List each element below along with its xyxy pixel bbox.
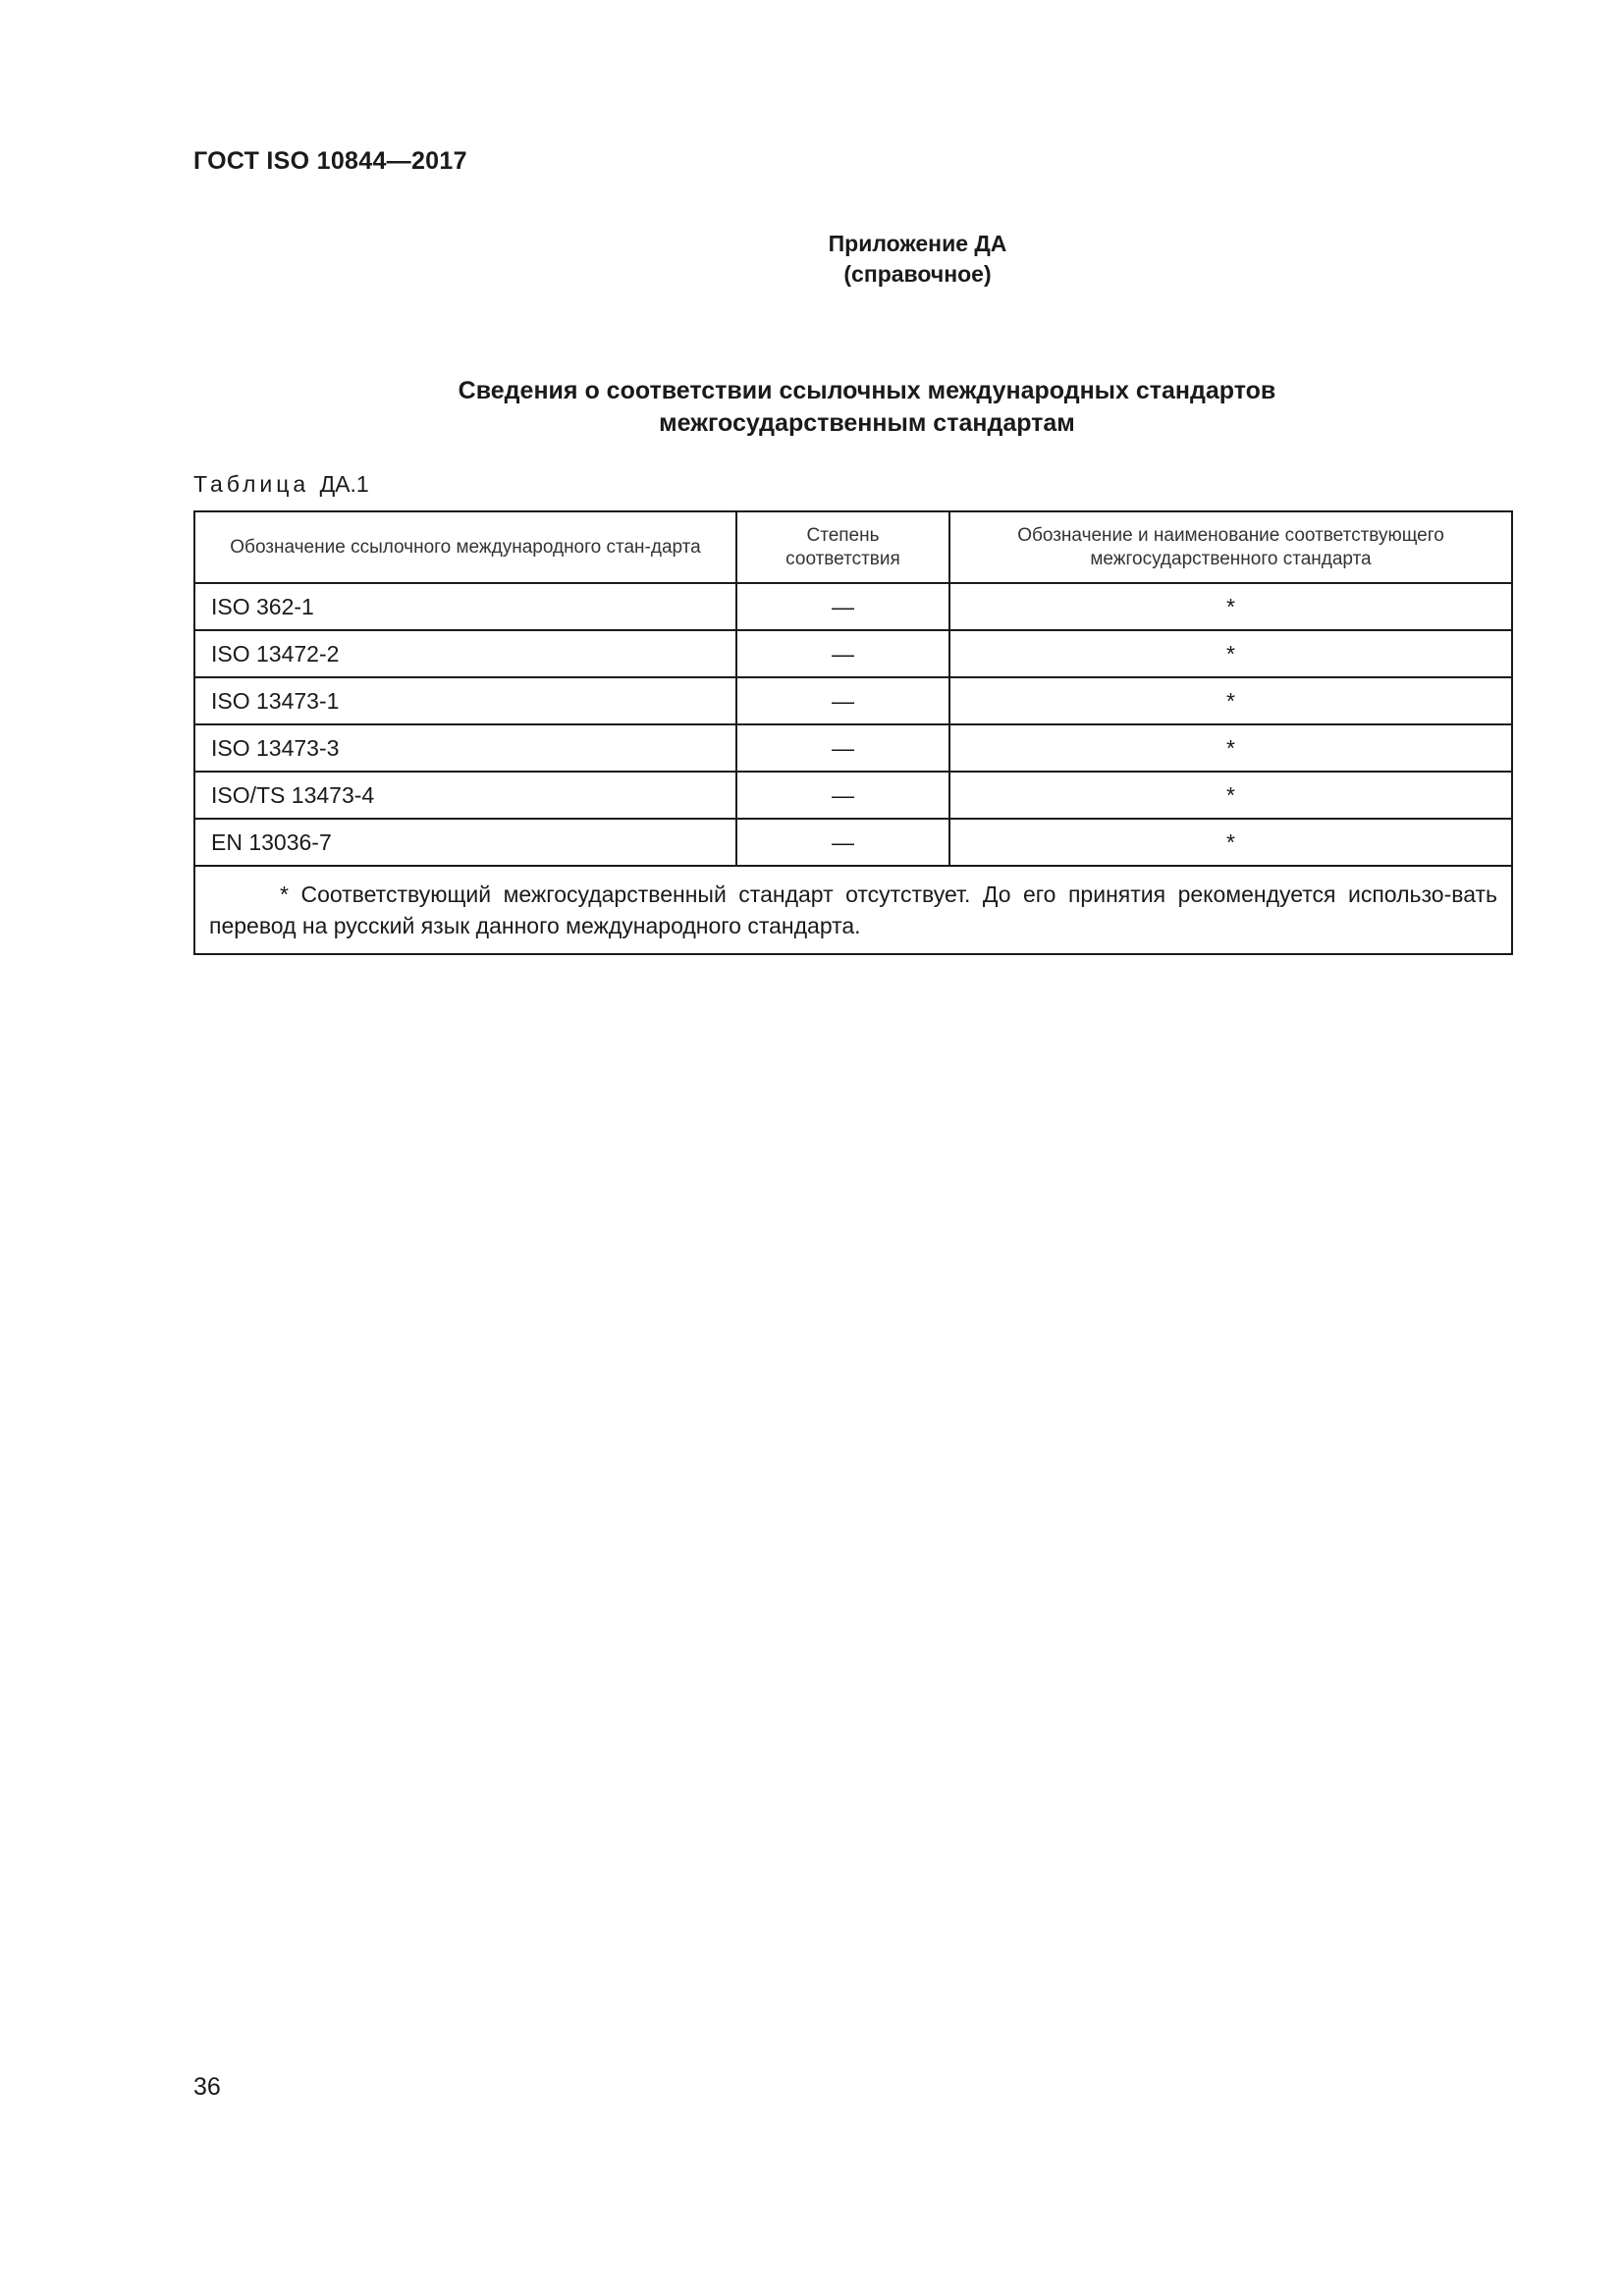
cell-standard: ISO 13472-2 <box>194 630 736 677</box>
cell-national: * <box>949 630 1512 677</box>
correspondence-table <box>193 510 1513 955</box>
document-title <box>193 375 1511 440</box>
table-footnote-row <box>194 866 1512 954</box>
annex-title: Приложение ДА <box>828 231 1007 256</box>
cell-standard: ISO 362-1 <box>194 583 736 630</box>
table-caption-number: ДА.1 <box>319 471 369 497</box>
cell-degree: — <box>736 772 949 819</box>
table-row <box>194 724 1512 772</box>
document-title-line-2: межгосударственным стандартам <box>659 409 1075 437</box>
header-degree-of-correspondence: Степень соответствия <box>736 511 949 583</box>
cell-national: * <box>949 677 1512 724</box>
table-footnote-cell <box>194 866 1512 954</box>
annex-heading <box>0 229 1624 290</box>
cell-degree: — <box>736 583 949 630</box>
table-row <box>194 819 1512 866</box>
cell-degree: — <box>736 630 949 677</box>
cell-standard: ISO 13473-1 <box>194 677 736 724</box>
cell-degree: — <box>736 677 949 724</box>
cell-standard: EN 13036-7 <box>194 819 736 866</box>
table-row <box>194 630 1512 677</box>
cell-national: * <box>949 583 1512 630</box>
cell-standard: ISO/TS 13473-4 <box>194 772 736 819</box>
table-footnote: * Соответствующий межгосударственный стандарт отсутствует. До его принятия рекомендуется использо-вать перевод на русский язык данного международного стандарта. <box>209 881 1497 938</box>
header-interstate-standard: Обозначение и наименование соответствующего межгосударственного стандарта <box>949 511 1512 583</box>
cell-standard: ISO 13473-3 <box>194 724 736 772</box>
table-caption <box>193 471 369 498</box>
annex-subtitle: (справочное) <box>843 261 992 287</box>
cell-degree: — <box>736 819 949 866</box>
table-caption-label: Таблица <box>193 471 310 497</box>
cell-national: * <box>949 724 1512 772</box>
document-title-line-1: Сведения о соответствии ссылочных международных стандартов <box>458 377 1276 404</box>
table-row <box>194 677 1512 724</box>
table-row <box>194 772 1512 819</box>
cell-national: * <box>949 819 1512 866</box>
cell-national: * <box>949 772 1512 819</box>
cell-degree: — <box>736 724 949 772</box>
table-row <box>194 583 1512 630</box>
page-number: 36 <box>193 2073 221 2101</box>
header-international-standard: Обозначение ссылочного международного стан-дарта <box>194 511 736 583</box>
table-header-row <box>194 511 1512 583</box>
document-code-header: ГОСТ ISO 10844—2017 <box>193 147 467 175</box>
